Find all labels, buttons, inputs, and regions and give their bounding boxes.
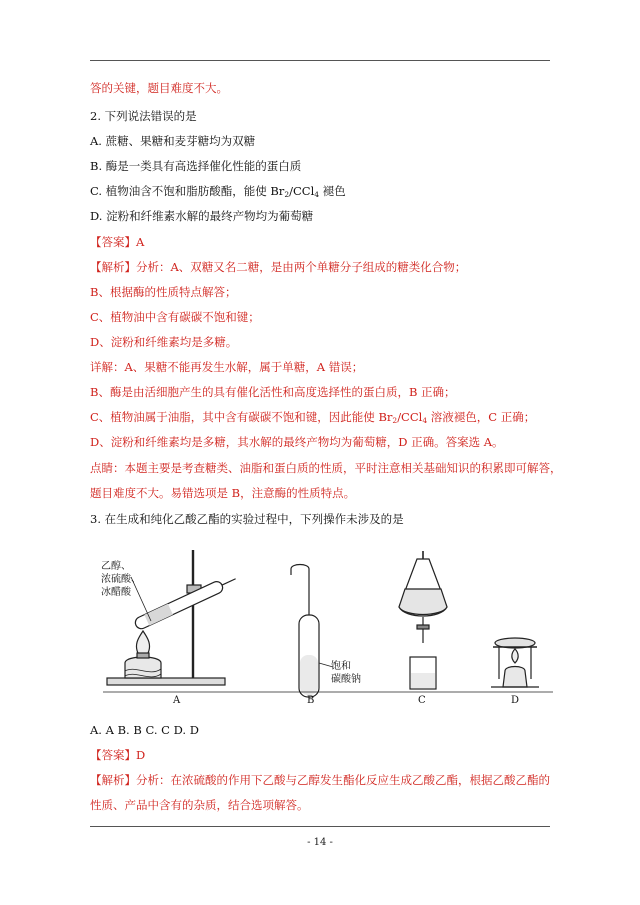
q2-analysis-1-text: 分析：A、双糖又名二糖，是由两个单糖分子组成的糖类化合物； (136, 260, 467, 274)
q2-option-c-sub2: 4 (314, 190, 320, 199)
q3-analysis-1 (90, 772, 560, 788)
q2-detail-3-sub1: 2 (392, 416, 398, 425)
q2-detail-3-post: 溶液褪色，C 正确； (427, 410, 536, 424)
q2-option-a: A. 蔗糖、果糖和麦芽糖均为双糖 (90, 134, 256, 148)
q3-analysis-tag: 【解析】 (90, 773, 136, 787)
q2-point-2: 题目难度不大。易错选项是 B，注意酶的性质特点。 (90, 486, 356, 500)
header-rule (90, 60, 550, 61)
figure-solution-label-1: 饱和 (331, 661, 351, 672)
q2-analysis-tag: 【解析】 (90, 260, 136, 274)
q2-option-c-sub1: 2 (284, 190, 290, 199)
q2-stem: 2. 下列说法错误的是 (90, 109, 197, 123)
apparatus-d (491, 638, 539, 687)
q2-detail-3-pre: C、植物油属于油脂，其中含有碳碳不饱和键，因此能使 Br (90, 410, 393, 424)
q2-analysis-3: C、植物油中含有碳碳不饱和键； (90, 310, 260, 324)
q2-analysis-2: B、根据酶的性质特点解答； (90, 285, 237, 299)
figure-reagent-label-2: 浓硫酸、 (101, 574, 141, 585)
q2-option-c-post: 褪色 (319, 184, 346, 198)
q3-analysis-1-text: 分析：在浓硫酸的作用下乙酸与乙醇发生酯化反应生成乙酸乙酯，根据乙酸乙酯的 (136, 773, 550, 787)
q2-detail-2: B、酶是由活细胞产生的具有催化活性和高度选择性的蛋白质，B 正确； (90, 385, 456, 399)
q3-answer-tag: 【答案】 (90, 748, 136, 762)
q2-analysis-4: D、淀粉和纤维素均是多糖。 (90, 335, 238, 349)
q3-answer (90, 747, 560, 763)
page-number: - 14 - (307, 837, 333, 848)
figure-solution-label-2: 碳酸钠 (331, 674, 361, 685)
q2-option-d: D. 淀粉和纤维素水解的最终产物均为葡萄糖 (90, 209, 314, 223)
apparatus-figure (95, 545, 555, 710)
q2-point-1: 点睛：本题主要是考查糖类、油脂和蛋白质的性质，平时注意相关基础知识的积累即可解答， (90, 461, 562, 475)
q3-options: A. A B. B C. C D. D (90, 723, 199, 737)
q3-analysis-2: 性质、产品中含有的杂质，结合选项解答。 (90, 798, 309, 812)
q2-answer-value: A (136, 235, 145, 249)
figure-reagent-label-1: 乙醇、 (101, 561, 131, 572)
footer-rule (90, 826, 550, 827)
apparatus-b (291, 565, 333, 698)
q2-answer-tag: 【答案】 (90, 235, 136, 249)
q2-option-b: B. 酶是一类具有高选择催化性能的蛋白质 (90, 159, 302, 173)
q2-option-c-pre: C. 植物油含不饱和脂肪酸酯，能使 Br (90, 184, 285, 198)
figure-label-c: C (418, 695, 426, 706)
q2-option-c-mid: /CCl (289, 184, 315, 198)
q2-option-c (90, 183, 560, 203)
q2-answer (90, 234, 560, 250)
figure-reagent-label-3: 冰醋酸 (101, 587, 131, 598)
q2-detail-1: 详解：A、果糖不能再发生水解，属于单糖，A 错误； (90, 360, 364, 374)
apparatus-drawing (95, 545, 555, 710)
q2-detail-3-sub2: 4 (422, 416, 428, 425)
q2-detail-3 (90, 409, 560, 429)
q3-answer-value: D (136, 748, 146, 762)
q2-detail-3-mid: /CCl (397, 410, 423, 424)
figure-label-b: B (307, 695, 315, 706)
figure-label-a: A (173, 695, 181, 706)
continuation-text: 答的关键，题目难度不大。 (90, 81, 228, 95)
q3-stem: 3. 在生成和纯化乙酸乙酯的实验过程中，下列操作未涉及的是 (90, 512, 404, 526)
apparatus-c (399, 551, 447, 689)
q2-analysis-1 (90, 259, 560, 275)
figure-label-d: D (511, 695, 520, 706)
q2-detail-4: D、淀粉和纤维素均是多糖，其水解的最终产物均为葡萄糖，D 正确。答案选 A。 (90, 435, 504, 449)
